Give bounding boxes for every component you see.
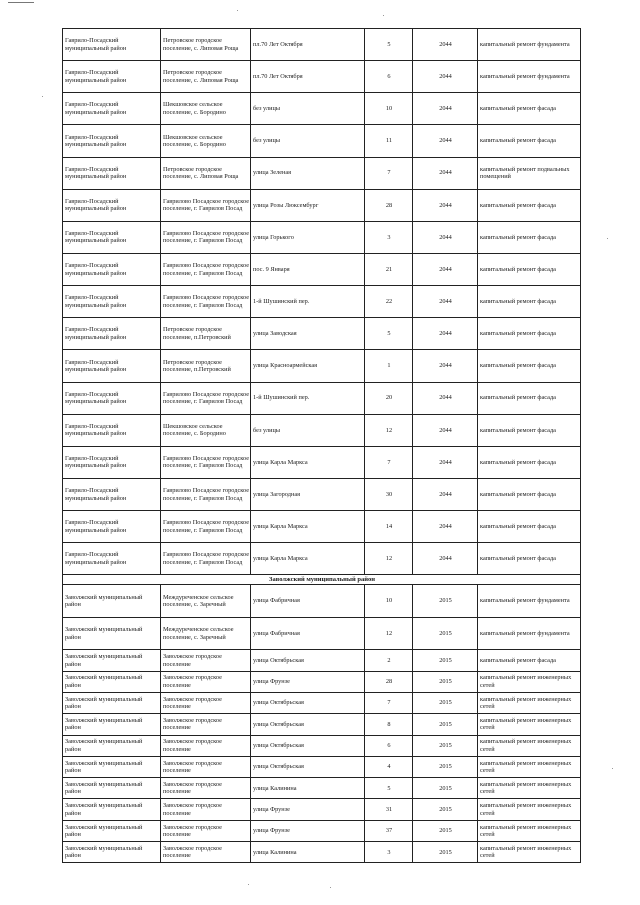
table-row bbox=[63, 543, 581, 575]
table-row bbox=[63, 735, 581, 756]
district-cell: Гаврило-Посадский муниципальный район bbox=[63, 511, 161, 543]
year-cell: 2015 bbox=[413, 714, 478, 735]
table-row bbox=[63, 382, 581, 414]
street-cell: улица Заводская bbox=[251, 318, 365, 350]
table-row bbox=[63, 286, 581, 318]
work-type-cell: капитальный ремонт подвальных помещений bbox=[478, 157, 581, 189]
year-cell: 2044 bbox=[413, 221, 478, 253]
settlement-cell: Шекшовское сельское поселение, с. Бородино bbox=[161, 414, 251, 446]
district-cell: Заволжский муниципальный район bbox=[63, 617, 161, 650]
table-row bbox=[63, 671, 581, 692]
table-row bbox=[63, 253, 581, 285]
work-type-cell: капитальный ремонт фундамента bbox=[478, 617, 581, 650]
street-cell: улица Калинина bbox=[251, 778, 365, 799]
street-cell: улица Загородная bbox=[251, 478, 365, 510]
street-cell: улица Розы Люксембург bbox=[251, 189, 365, 221]
table-row bbox=[63, 617, 581, 650]
year-cell: 2044 bbox=[413, 318, 478, 350]
work-type-cell: капитальный ремонт фасада bbox=[478, 350, 581, 382]
work-type-cell: капитальный ремонт инженерных сетей bbox=[478, 735, 581, 756]
street-cell: улица Зеленая bbox=[251, 157, 365, 189]
year-cell: 2044 bbox=[413, 29, 478, 61]
work-type-cell: капитальный ремонт фасада bbox=[478, 93, 581, 125]
table-row bbox=[63, 778, 581, 799]
table-row bbox=[63, 692, 581, 713]
house-number-cell: 1 bbox=[365, 350, 413, 382]
settlement-cell: Шекшовское сельское поселение, с. Бородино bbox=[161, 93, 251, 125]
settlement-cell: Гаврилово Посадское городское поселение, г. Гаврилов Посад bbox=[161, 478, 251, 510]
table-row bbox=[63, 446, 581, 478]
work-type-cell: капитальный ремонт инженерных сетей bbox=[478, 799, 581, 820]
settlement-cell: Гаврилово Посадское городское поселение, г. Гаврилов Посад bbox=[161, 511, 251, 543]
table-row bbox=[63, 29, 581, 61]
year-cell: 2015 bbox=[413, 756, 478, 777]
work-type-cell: капитальный ремонт фасада bbox=[478, 478, 581, 510]
table-row bbox=[63, 189, 581, 221]
street-cell: улица Октябрьская bbox=[251, 650, 365, 671]
settlement-cell: Заволжское городское поселение bbox=[161, 692, 251, 713]
table-row bbox=[63, 756, 581, 777]
district-cell: Гаврило-Посадский муниципальный район bbox=[63, 157, 161, 189]
house-number-cell: 30 bbox=[365, 478, 413, 510]
house-number-cell: 22 bbox=[365, 286, 413, 318]
table-row bbox=[63, 221, 581, 253]
district-cell: Гаврило-Посадский муниципальный район bbox=[63, 478, 161, 510]
street-cell: улица Фабричная bbox=[251, 585, 365, 618]
district-cell: Гаврило-Посадский муниципальный район bbox=[63, 221, 161, 253]
house-number-cell: 12 bbox=[365, 617, 413, 650]
settlement-cell: Междуреченское сельское поселение, с. Заречный bbox=[161, 585, 251, 618]
year-cell: 2044 bbox=[413, 414, 478, 446]
house-number-cell: 6 bbox=[365, 61, 413, 93]
settlement-cell: Гаврилово Посадское городское поселение, г. Гаврилов Посад bbox=[161, 253, 251, 285]
district-cell: Гаврило-Посадский муниципальный район bbox=[63, 189, 161, 221]
district-cell: Гаврило-Посадский муниципальный район bbox=[63, 446, 161, 478]
work-type-cell: капитальный ремонт фундамента bbox=[478, 29, 581, 61]
street-cell: улица Октябрьская bbox=[251, 756, 365, 777]
section-header-row bbox=[63, 575, 581, 585]
house-number-cell: 5 bbox=[365, 29, 413, 61]
house-number-cell: 5 bbox=[365, 318, 413, 350]
street-cell: улица Карла Маркса bbox=[251, 543, 365, 575]
table-row bbox=[63, 350, 581, 382]
settlement-cell: Заволжское городское поселение bbox=[161, 735, 251, 756]
settlement-cell: Гаврилово Посадское городское поселение, г. Гаврилов Посад bbox=[161, 382, 251, 414]
district-cell: Заволжский муниципальный район bbox=[63, 820, 161, 841]
year-cell: 2044 bbox=[413, 446, 478, 478]
street-cell: 1-й Шушинский пер. bbox=[251, 382, 365, 414]
house-number-cell: 11 bbox=[365, 125, 413, 157]
year-cell: 2015 bbox=[413, 692, 478, 713]
house-number-cell: 3 bbox=[365, 221, 413, 253]
work-type-cell: капитальный ремонт фасада bbox=[478, 650, 581, 671]
settlement-cell: Гаврилово Посадское городское поселение, г. Гаврилов Посад bbox=[161, 221, 251, 253]
district-cell: Заволжский муниципальный район bbox=[63, 756, 161, 777]
district-cell: Заволжский муниципальный район bbox=[63, 778, 161, 799]
district-cell: Гаврило-Посадский муниципальный район bbox=[63, 414, 161, 446]
table-row bbox=[63, 820, 581, 841]
house-number-cell: 12 bbox=[365, 543, 413, 575]
settlement-cell: Петровское городское поселение, с. Липовая Роща bbox=[161, 61, 251, 93]
district-cell: Заволжский муниципальный район bbox=[63, 671, 161, 692]
district-cell: Гаврило-Посадский муниципальный район bbox=[63, 29, 161, 61]
district-cell: Заволжский муниципальный район bbox=[63, 585, 161, 618]
street-cell: улица Фрунзе bbox=[251, 799, 365, 820]
year-cell: 2015 bbox=[413, 585, 478, 618]
table-row bbox=[63, 799, 581, 820]
district-cell: Гаврило-Посадский муниципальный район bbox=[63, 253, 161, 285]
work-type-cell: капитальный ремонт инженерных сетей bbox=[478, 714, 581, 735]
year-cell: 2015 bbox=[413, 799, 478, 820]
year-cell: 2015 bbox=[413, 842, 478, 863]
table-row bbox=[63, 478, 581, 510]
work-type-cell: капитальный ремонт инженерных сетей bbox=[478, 671, 581, 692]
house-number-cell: 10 bbox=[365, 585, 413, 618]
district-cell: Заволжский муниципальный район bbox=[63, 714, 161, 735]
section-title: Заволжский муниципальный район bbox=[63, 575, 581, 585]
table-row bbox=[63, 61, 581, 93]
table-row bbox=[63, 93, 581, 125]
table-row bbox=[63, 714, 581, 735]
house-number-cell: 37 bbox=[365, 820, 413, 841]
year-cell: 2044 bbox=[413, 286, 478, 318]
settlement-cell: Заволжское городское поселение bbox=[161, 671, 251, 692]
district-cell: Гаврило-Посадский муниципальный район bbox=[63, 382, 161, 414]
year-cell: 2015 bbox=[413, 820, 478, 841]
street-cell: без улицы bbox=[251, 93, 365, 125]
house-number-cell: 4 bbox=[365, 756, 413, 777]
house-number-cell: 3 bbox=[365, 842, 413, 863]
settlement-cell: Петровское городское поселение, п.Петровский bbox=[161, 318, 251, 350]
year-cell: 2015 bbox=[413, 617, 478, 650]
work-type-cell: капитальный ремонт инженерных сетей bbox=[478, 842, 581, 863]
work-type-cell: капитальный ремонт фасада bbox=[478, 318, 581, 350]
house-number-cell: 12 bbox=[365, 414, 413, 446]
table-row bbox=[63, 125, 581, 157]
table-row bbox=[63, 318, 581, 350]
street-cell: улица Карла Маркса bbox=[251, 446, 365, 478]
settlement-cell: Заволжское городское поселение bbox=[161, 756, 251, 777]
district-cell: Заволжский муниципальный район bbox=[63, 799, 161, 820]
district-cell: Гаврило-Посадский муниципальный район bbox=[63, 125, 161, 157]
house-number-cell: 2 bbox=[365, 650, 413, 671]
year-cell: 2044 bbox=[413, 253, 478, 285]
house-number-cell: 6 bbox=[365, 735, 413, 756]
district-cell: Гаврило-Посадский муниципальный район bbox=[63, 350, 161, 382]
year-cell: 2044 bbox=[413, 125, 478, 157]
settlement-cell: Гаврилово Посадское городское поселение, г. Гаврилов Посад bbox=[161, 543, 251, 575]
year-cell: 2044 bbox=[413, 382, 478, 414]
district-cell: Гаврило-Посадский муниципальный район bbox=[63, 543, 161, 575]
work-type-cell: капитальный ремонт фасада bbox=[478, 382, 581, 414]
district-cell: Заволжский муниципальный район bbox=[63, 735, 161, 756]
street-cell: пос. 9 Января bbox=[251, 253, 365, 285]
year-cell: 2015 bbox=[413, 735, 478, 756]
year-cell: 2015 bbox=[413, 671, 478, 692]
settlement-cell: Гаврилово Посадское городское поселение, г. Гаврилов Посад bbox=[161, 189, 251, 221]
settlement-cell: Заволжское городское поселение bbox=[161, 842, 251, 863]
settlement-cell: Гаврилово Посадское городское поселение, г. Гаврилов Посад bbox=[161, 286, 251, 318]
house-number-cell: 7 bbox=[365, 157, 413, 189]
year-cell: 2044 bbox=[413, 189, 478, 221]
year-cell: 2044 bbox=[413, 157, 478, 189]
table-row bbox=[63, 842, 581, 863]
settlement-cell: Гаврилово Посадское городское поселение, г. Гаврилов Посад bbox=[161, 446, 251, 478]
work-type-cell: капитальный ремонт фасада bbox=[478, 511, 581, 543]
street-cell: улица Октябрьская bbox=[251, 692, 365, 713]
year-cell: 2015 bbox=[413, 778, 478, 799]
street-cell: улица Октябрьская bbox=[251, 735, 365, 756]
settlement-cell: Шекшовское сельское поселение, с. Бородино bbox=[161, 125, 251, 157]
district-cell: Заволжский муниципальный район bbox=[63, 842, 161, 863]
table-body bbox=[63, 29, 581, 863]
street-cell: улица Фабричная bbox=[251, 617, 365, 650]
table-row bbox=[63, 511, 581, 543]
house-number-cell: 14 bbox=[365, 511, 413, 543]
house-number-cell: 8 bbox=[365, 714, 413, 735]
house-number-cell: 5 bbox=[365, 778, 413, 799]
street-cell: улица Калинина bbox=[251, 842, 365, 863]
house-number-cell: 21 bbox=[365, 253, 413, 285]
street-cell: улица Фрунзе bbox=[251, 820, 365, 841]
scan-mark bbox=[8, 2, 34, 3]
year-cell: 2044 bbox=[413, 61, 478, 93]
work-type-cell: капитальный ремонт фасада bbox=[478, 221, 581, 253]
table-row bbox=[63, 414, 581, 446]
work-type-cell: капитальный ремонт фасада bbox=[478, 543, 581, 575]
house-number-cell: 7 bbox=[365, 446, 413, 478]
settlement-cell: Заволжское городское поселение bbox=[161, 778, 251, 799]
street-cell: улица Фрунзе bbox=[251, 671, 365, 692]
work-type-cell: капитальный ремонт инженерных сетей bbox=[478, 820, 581, 841]
house-number-cell: 20 bbox=[365, 382, 413, 414]
street-cell: улица Красноармейская bbox=[251, 350, 365, 382]
street-cell: без улицы bbox=[251, 125, 365, 157]
street-cell: 1-й Шушинский пер. bbox=[251, 286, 365, 318]
work-type-cell: капитальный ремонт фасада bbox=[478, 286, 581, 318]
settlement-cell: Петровское городское поселение, с. Липовая Роща bbox=[161, 157, 251, 189]
street-cell: улица Горького bbox=[251, 221, 365, 253]
work-type-cell: капитальный ремонт инженерных сетей bbox=[478, 692, 581, 713]
street-cell: пл.70 Лет Октября bbox=[251, 29, 365, 61]
work-type-cell: капитальный ремонт фасада bbox=[478, 125, 581, 157]
work-type-cell: капитальный ремонт фундамента bbox=[478, 585, 581, 618]
street-cell: улица Октябрьская bbox=[251, 714, 365, 735]
house-number-cell: 28 bbox=[365, 671, 413, 692]
repair-schedule-table bbox=[62, 28, 581, 863]
settlement-cell: Заволжское городское поселение bbox=[161, 799, 251, 820]
district-cell: Гаврило-Посадский муниципальный район bbox=[63, 93, 161, 125]
table-row bbox=[63, 157, 581, 189]
street-cell: без улицы bbox=[251, 414, 365, 446]
work-type-cell: капитальный ремонт фасада bbox=[478, 189, 581, 221]
settlement-cell: Заволжское городское поселение bbox=[161, 714, 251, 735]
work-type-cell: капитальный ремонт фасада bbox=[478, 253, 581, 285]
house-number-cell: 10 bbox=[365, 93, 413, 125]
year-cell: 2044 bbox=[413, 543, 478, 575]
house-number-cell: 7 bbox=[365, 692, 413, 713]
year-cell: 2015 bbox=[413, 650, 478, 671]
settlement-cell: Петровское городское поселение, п.Петровский bbox=[161, 350, 251, 382]
year-cell: 2044 bbox=[413, 511, 478, 543]
settlement-cell: Петровское городское поселение, с. Липовая Роща bbox=[161, 29, 251, 61]
year-cell: 2044 bbox=[413, 350, 478, 382]
table-row bbox=[63, 650, 581, 671]
work-type-cell: капитальный ремонт инженерных сетей bbox=[478, 756, 581, 777]
district-cell: Гаврило-Посадский муниципальный район bbox=[63, 318, 161, 350]
settlement-cell: Заволжское городское поселение bbox=[161, 820, 251, 841]
district-cell: Гаврило-Посадский муниципальный район bbox=[63, 286, 161, 318]
street-cell: улица Карла Маркса bbox=[251, 511, 365, 543]
settlement-cell: Заволжское городское поселение bbox=[161, 650, 251, 671]
house-number-cell: 28 bbox=[365, 189, 413, 221]
work-type-cell: капитальный ремонт фундамента bbox=[478, 61, 581, 93]
district-cell: Заволжский муниципальный район bbox=[63, 650, 161, 671]
year-cell: 2044 bbox=[413, 478, 478, 510]
district-cell: Заволжский муниципальный район bbox=[63, 692, 161, 713]
house-number-cell: 31 bbox=[365, 799, 413, 820]
settlement-cell: Междуреченское сельское поселение, с. Заречный bbox=[161, 617, 251, 650]
work-type-cell: капитальный ремонт инженерных сетей bbox=[478, 778, 581, 799]
district-cell: Гаврило-Посадский муниципальный район bbox=[63, 61, 161, 93]
document-page bbox=[62, 28, 580, 863]
street-cell: пл.70 Лет Октября bbox=[251, 61, 365, 93]
year-cell: 2044 bbox=[413, 93, 478, 125]
work-type-cell: капитальный ремонт фасада bbox=[478, 446, 581, 478]
work-type-cell: капитальный ремонт фасада bbox=[478, 414, 581, 446]
table-row bbox=[63, 585, 581, 618]
